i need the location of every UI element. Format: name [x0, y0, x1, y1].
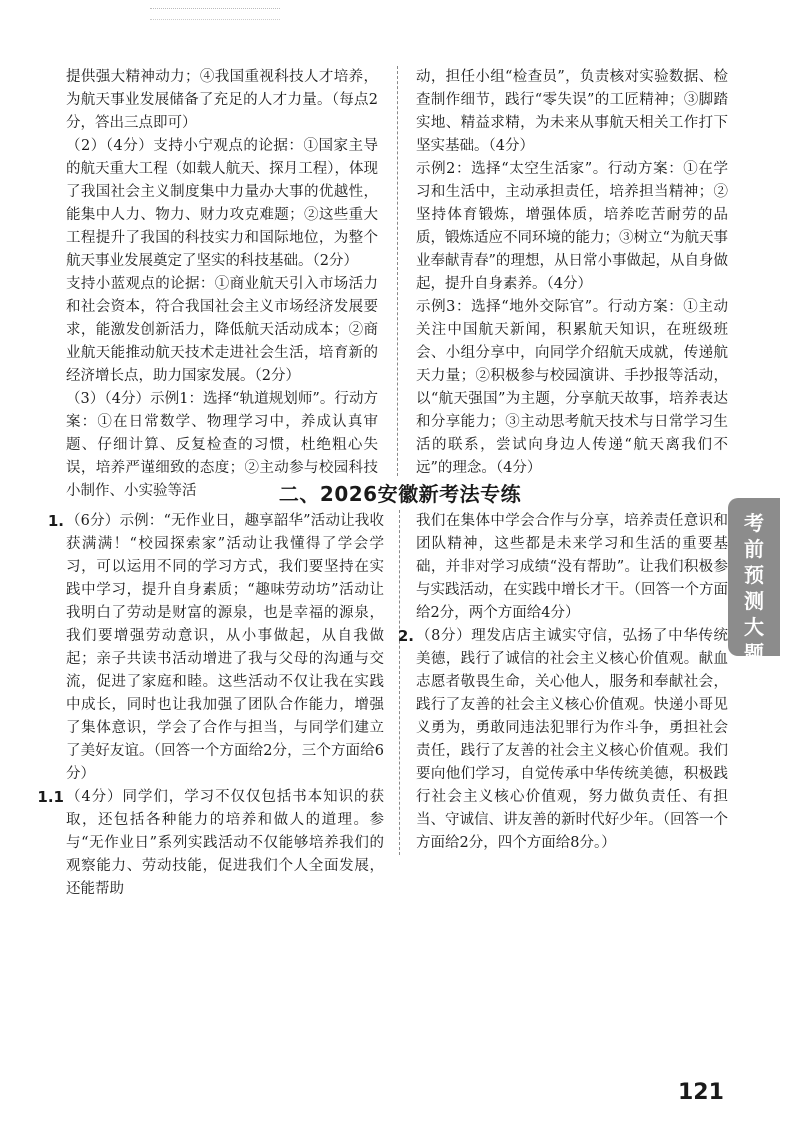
answer-paragraph: 示例3：选择“地外交际官”。行动方案：①主动关注中国航天新闻，积累航天知识，在班级班会、小组分享中，向同学介绍航天成就，传递航天力量；②积极参与校园演讲、手抄报等活动，以“航天强国”为主题，分享航天故事，培养表达和分享能力；③主动思考航天技术与日常学习生活的联系，尝试向身边人传递“航天离我们不远”的理念。（4分） — [416, 299, 728, 476]
side-tab — [728, 498, 780, 665]
answer-paragraph: 提供强大精神动力；④我国重视科技人才培养，为航天事业发展储备了充足的人才力量。（每点2分，答出三点即可） — [66, 69, 378, 131]
answer-paragraph: 支持小蓝观点的论据：①商业航天引入市场活力和社会资本，符合我国社会主义市场经济发展要求，能激发创新活力，降低航天活动成本；②商业航天能推动航天技术走进社会生活，培育新的经济增长点，助力国家发展。（2分） — [66, 276, 378, 384]
top-right-column — [416, 66, 728, 480]
answer-paragraph: （2）（4分）支持小宁观点的论据：①国家主导的航天重大工程（如载人航天、探月工程），体现了我国社会主义制度集中力量办大事的优越性，能集中人力、物力、财力攻克难题；②这些重大工程提升了我国的科技实力和国际地位，为整个航天事业发展奠定了坚实的科技基础。（2分） — [66, 138, 378, 269]
side-tab-label: 考前预测大题 — [744, 511, 764, 665]
answer-text: （6分）示例：“无作业日，趣享韶华”活动让我收获满满！“校园探索家”活动让我懂得了学会学习，可以运用不同的学习方式，我们要坚持在实践中学习，提升自身素质；“趣味劳动坊”活动让我明白了劳动是财富的源泉，也是幸福的源泉，我们要增强劳动意识，从小事做起，从自我做起；亲子共读书活动增进了我与父母的沟通与交流，促进了家庭和睦。这些活动不仅让我在实践中成长，同时也让我加强了团队合作能力，增强了集体意识，学会了合作与担当，与同学们建立了美好友谊。（回答一个方面给2分，三个方面给6分） — [66, 513, 384, 782]
answer-paragraph: 我们在集体中学会合作与分享，培养责任意识和团队精神，这些都是未来学习和生活的重要基础，并非对学习成绩“没有帮助”。让我们积极参与实践活动，在实践中增长才干。（回答一个方面给2分，两个方面给4分） — [416, 513, 728, 621]
question-1 — [47, 510, 384, 786]
answer-text: （8分）理发店店主诚实守信，弘扬了中华传统美德，践行了诚信的社会主义核心价值观。献血志愿者敬畏生命，关心他人，服务和奉献社会，践行了友善的社会主义核心价值观。快递小哥见义勇为，勇敢同违法犯罪行为作斗争，勇担社会责任，践行了友善的社会主义核心价值观。我们要向他们学习，自觉传承中华传统美德，积极践行社会主义核心价值观，努力做负责任、有担当、守诚信、讲友善的新时代好少年。（回答一个方面给2分，四个方面给8分。） — [416, 628, 728, 851]
question-1-1 — [37, 786, 384, 901]
question-number: 2. — [397, 627, 414, 645]
bottom-right-column — [397, 510, 728, 855]
answer-text: （4分）同学们，学习不仅仅包括书本知识的获取，还包括各种能力的培养和做人的道理。参与“无作业日”系列实践活动不仅能够培养我们的观察能力、劳动技能，促进我们个人全面发展，还能帮助 — [66, 789, 384, 897]
question-2 — [397, 625, 728, 855]
page-number: 121 — [678, 1080, 724, 1105]
column-divider — [397, 66, 398, 476]
top-left-column — [66, 66, 378, 503]
question-number: 1. — [47, 512, 64, 530]
scan-artifact — [150, 8, 280, 20]
bottom-left-column — [37, 510, 384, 901]
question-number: 1.1 — [37, 788, 64, 806]
answer-paragraph: （3）（4分）示例1：选择“轨道规划师”。行动方案：①在日常数学、物理学习中，养成认真审题、仔细计算、反复检查的习惯，杜绝粗心失误，培养严谨细致的态度；②主动参与校园科技小制作、小实验等活 — [66, 391, 378, 499]
answer-paragraph: 示例2：选择“太空生活家”。行动方案：①在学习和生活中，主动承担责任，培养担当精神；②坚持体育锻炼，增强体质，培养吃苦耐劳的品质，锻炼适应不同环境的能力；③树立“为航天事业奉献青春”的理想，从日常小事做起，从自身做起，提升自身素养。（4分） — [416, 161, 728, 292]
answer-paragraph: 动，担任小组“检查员”，负责核对实验数据、检查制作细节，践行“零失误”的工匠精神；③脚踏实地、精益求精，为未来从事航天相关工作打下坚实基础。（4分） — [416, 69, 728, 154]
section-title: 二、2026安徽新考法专练 — [278, 482, 522, 506]
column-divider — [399, 510, 400, 855]
